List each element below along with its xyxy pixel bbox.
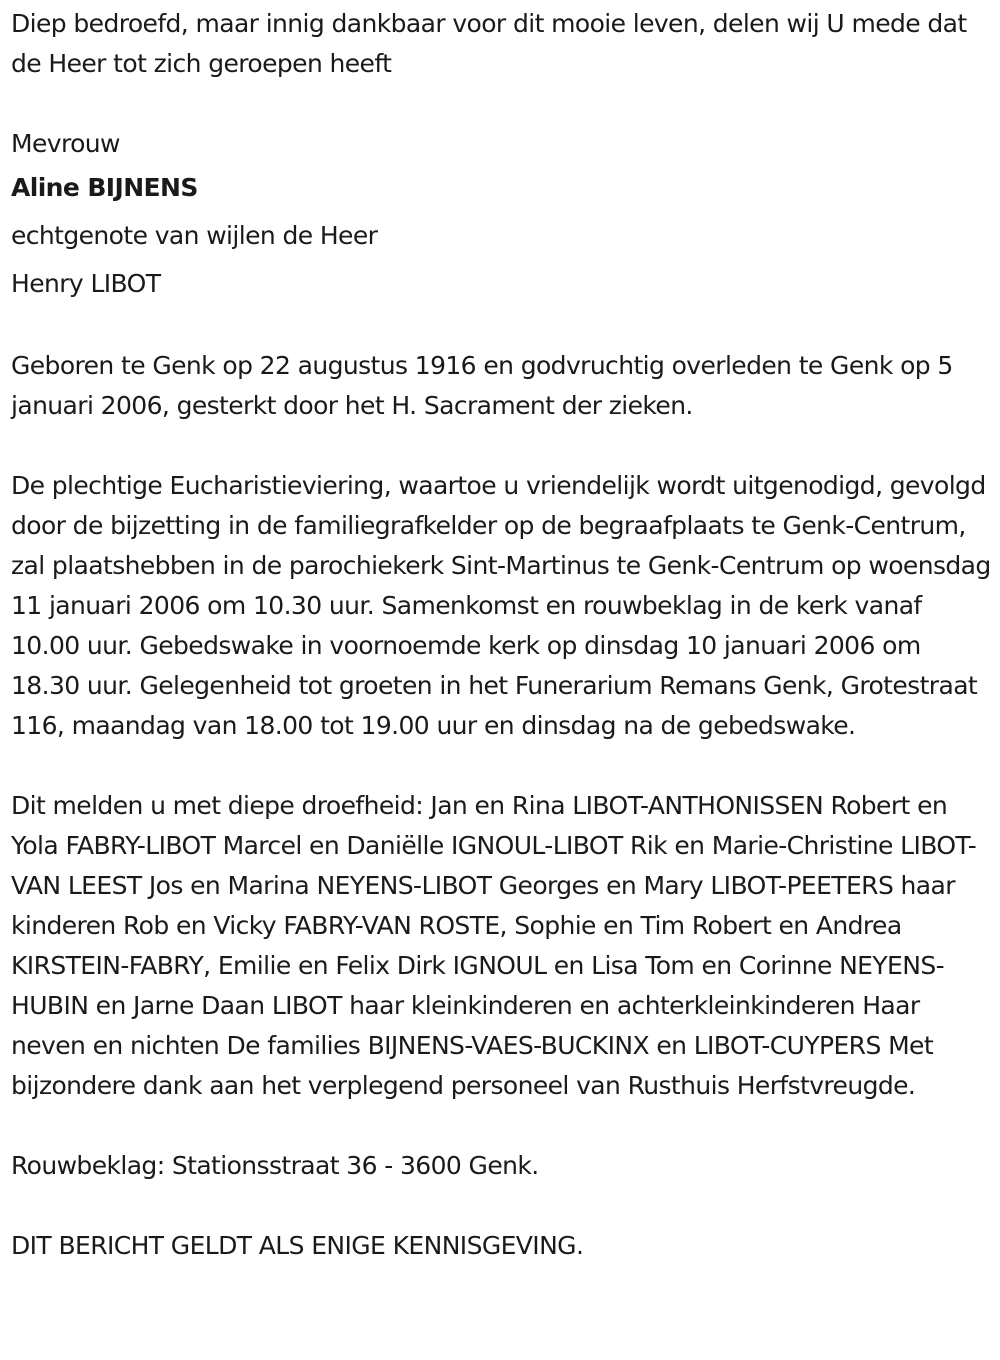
- spouse-name: Henry LIBOT: [11, 269, 161, 298]
- spacer: [11, 746, 991, 786]
- salutation: Mevrouw: [11, 129, 120, 158]
- ceremony-paragraph: De plechtige Eucharistieviering, waartoe u vriendelijk wordt uitgenodigd, gevolgd door de bijzetting in de familiegrafkelder op de begraafplaats te Genk-Centrum, zal plaatshebben in de parochiekerk Sint-Martinus te Genk-Centrum op woensdag 11 januari 2006 om 10.30 uur. Samenkomst en rouwbeklag in de kerk vanaf 10.00 uur. Gebedswake in voornoemde kerk op dinsdag 10 januari 2006 om 18.30 uur. Gelegenheid tot groeten in het Funerarium Remans Genk, Grotestraat 116, maandag van 18.00 tot 19.00 uur en dinsdag na de gebedswake.: [11, 471, 991, 740]
- relation-line: echtgenote van wijlen de Heer: [11, 221, 378, 250]
- spacer: [11, 1186, 991, 1226]
- spacer: [11, 308, 991, 346]
- condolence-address: Rouwbeklag: Stationsstraat 36 - 3600 Genk.: [11, 1151, 539, 1180]
- death-notice: [11, 4, 991, 1266]
- birth-death-paragraph: Geboren te Genk op 22 augustus 1916 en godvruchtig overleden te Genk op 5 januari 2006, gesterkt door het H. Sacrament der zieken.: [11, 351, 953, 420]
- deceased-name-text: Aline BIJNENS: [11, 173, 198, 202]
- notice-line: DIT BERICHT GELDT ALS ENIGE KENNISGEVING.: [11, 1231, 584, 1260]
- intro-paragraph: Diep bedroefd, maar innig dankbaar voor dit mooie leven, delen wij U mede dat de Heer tot zich geroepen heeft: [11, 9, 967, 78]
- spacer: [11, 84, 991, 124]
- family-paragraph: Dit melden u met diepe droefheid: Jan en Rina LIBOT-ANTHONISSEN Robert en Yola FABRY-LIBOT Marcel en Daniëlle IGNOUL-LIBOT Rik en Marie-Christine LIBOT-VAN LEEST Jos en Marina NEYENS-LIBOT Georges en Mary LIBOT-PEETERS haar kinderen Rob en Vicky FABRY-VAN ROSTE, Sophie en Tim Robert en Andrea KIRSTEIN-FABRY, Emilie en Felix Dirk IGNOUL en Lisa Tom en Corinne NEYENS-HUBIN en Jarne Daan LIBOT haar kleinkinderen en achterkleinkinderen Haar neven en nichten De families BIJNENS-VAES-BUCKINX en LIBOT-CUYPERS Met bijzondere dank aan het verplegend personeel van Rusthuis Herfstvreugde.: [11, 791, 977, 1100]
- deceased-name: [11, 164, 991, 212]
- spacer: [11, 426, 991, 466]
- spacer: [11, 1106, 991, 1146]
